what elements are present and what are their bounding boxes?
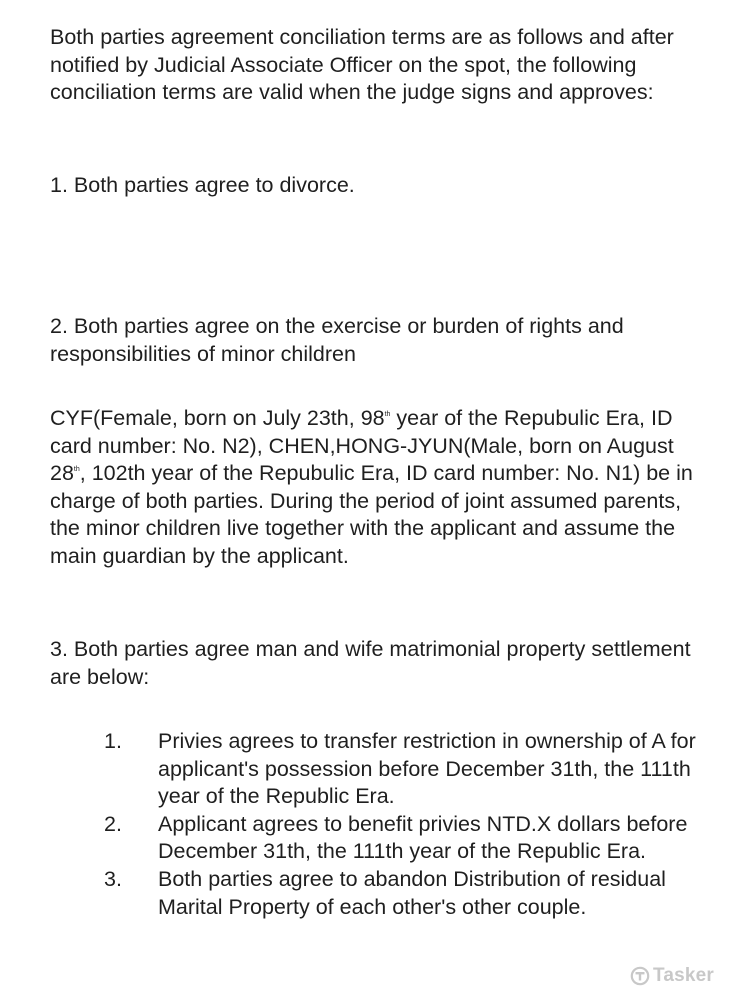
list-item-number: 3. [104,866,122,891]
property-settlement-list [50,728,710,921]
custody-text-part3: , 102th year of the Repubulic Era, ID card number: No. N1) be in charge of both parties. During the period of joint assumed parents, the minor children live together with the applicant and assume the main guardian by the applicant. [50,461,693,568]
custody-text-part1: CYF(Female, born on July 23th, 98 [50,406,385,430]
list-item-text: Both parties agree to abandon Distribution of residual Marital Property of each other's other couple. [158,866,666,919]
tasker-watermark [630,962,714,990]
list-item [50,866,710,921]
list-item-number: 2. [104,811,122,836]
ordinal-suffix: th [384,411,391,418]
term-1-divorce: 1. Both parties agree to divorce. [50,173,355,197]
list-item-number: 1. [104,729,122,753]
term-3-property-heading: 3. Both parties agree man and wife matrimonial property settlement are below: [50,637,691,689]
intro-paragraph: Both parties agreement conciliation terms are as follows and after notified by Judicial Associate Officer on the spot, the following conciliation terms are valid when the judge signs and approves: [50,25,674,105]
watermark-text: Tasker [652,965,714,987]
ordinal-suffix: th [73,466,80,474]
list-item [50,811,710,866]
list-item [50,728,710,811]
custody-paragraph [50,405,710,571]
tasker-logo-icon [630,966,650,986]
list-item-text: Privies agrees to transfer restriction in ownership of A for applicant's possession before December 31th, the 111th year of the Republic Era. [158,729,696,809]
list-item-text: Applicant agrees to benefit privies NTD.X dollars before December 31th, the 111th year of the Republic Era. [158,811,688,864]
custody-text-part2: year of the Repubulic Era, ID card number: No. N2), CHEN,HONG-JYUN(Male, born on August 28 [50,406,674,486]
term-2-custody-heading: 2. Both parties agree on the exercise or burden of rights and responsibilities of minor children [50,314,624,366]
